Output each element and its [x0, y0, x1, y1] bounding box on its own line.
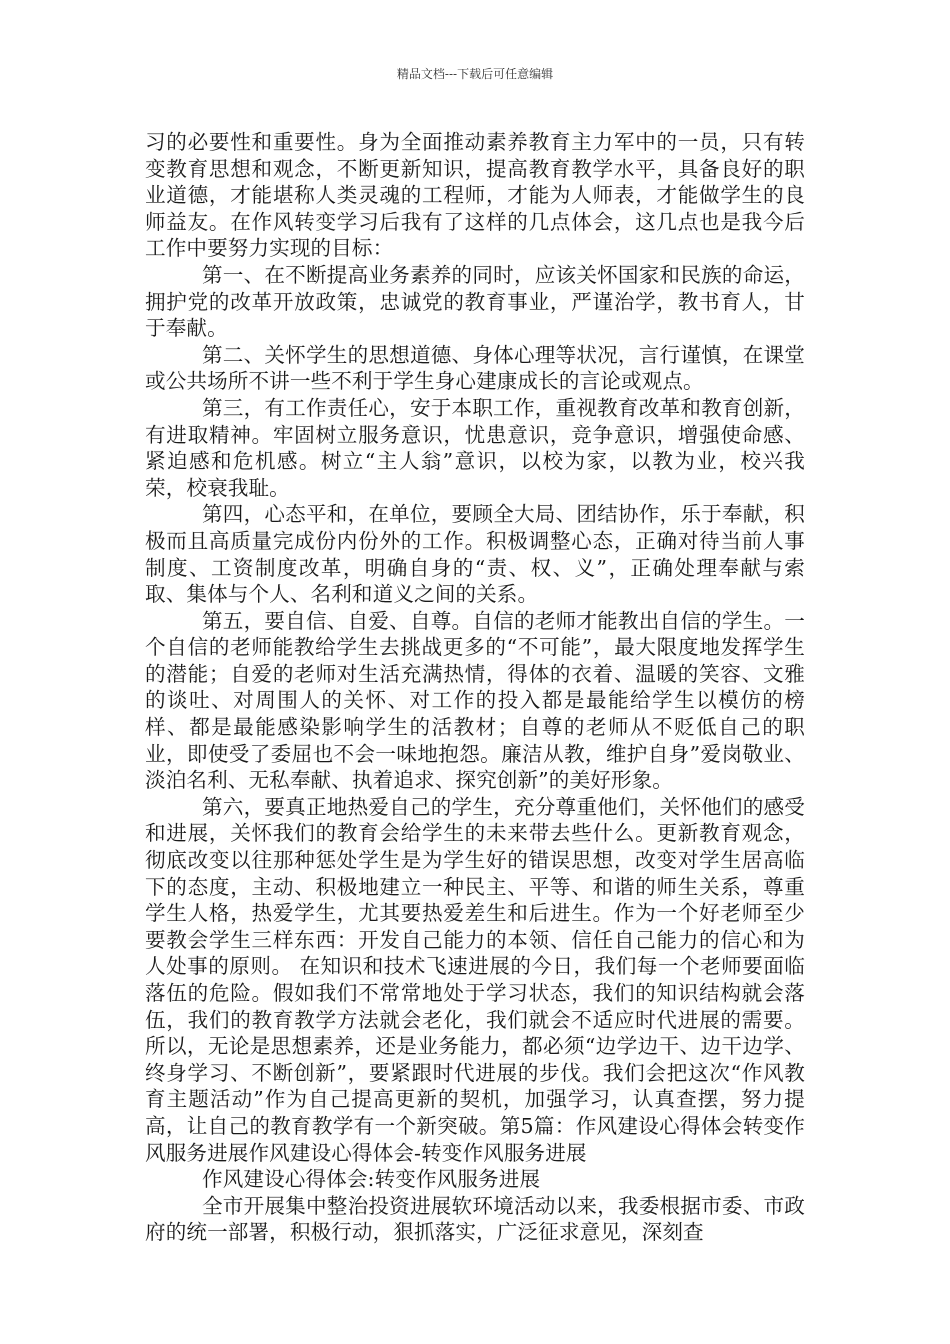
page-header: 精品文档---下载后可任意编辑	[396, 67, 554, 81]
paragraph-intro: 习的必要性和重要性。身为全面推动素养教育主力军中的一员，只有转变教育思想和观念，不断更新知识，提高教育教学水平，具备良好的职业道德，才能堪称人类灵魂的工程师，才能为人师表，才能做学生的良师益友。在作风转变学习后我有了这样的几点体会，这几点也是我今后工作中要努力实现的目标：	[145, 130, 805, 261]
paragraph-point-1: 第一、在不断提高业务素养的同时，应该关怀国家和民族的命运，拥护党的改革开放政策，忠诚党的教育事业，严谨治学，教书育人，甘于奉献。	[145, 262, 805, 341]
section-heading: 作风建设心得体会:转变作风服务进展	[202, 1167, 541, 1192]
paragraph-point-6: 第六，要真正地热爱自己的学生，充分尊重他们，关怀他们的感受和进展，关怀我们的教育会给学生的未来带去些什么。更新教育观念，彻底改变以往那种惩处学生是为学生好的错误思想，改变对学生居高临下的态度，主动、积极地建立一种民主、平等、和谐的师生关系，尊重学生人格，热爱学生，尤其要热爱差生和后进生。作为一个好老师至少要教会学生三样东西：开发自己能力的本领、信任自己能力的信心和为人处事的原则。 在知识和技术飞速进展的今日，我们每一个老师要面临落伍的危险。假如我们不常常地处于学习状态，我们的知识结构就会落伍，我们的教育教学方法就会老化，我们就会不适应时代进展的需要。所以，无论是思想素养，还是业务能力，都必须“边学边干、边干边学、终身学习、不断创新”，要紧跟时代进展的步伐。我们会把这次“作风教育主题活动”作为自己提高更新的契机，加强学习，认真查摆，努力提高，让自己的教育教学有一个新突破。第5篇：作风建设心得体会转变作风服务进展作风建设心得体会-转变作风服务进展	[145, 794, 805, 1165]
paragraph-point-4: 第四，心态平和，在单位，要顾全大局、团结协作，乐于奉献，积极而且高质量完成份内份外的工作。积极调整心态，正确对待当前人事制度、工资制度改革，明确自身的“责、权、义”，正确处理奉献与索取、集体与个人、名利和道义之间的关系。	[145, 502, 805, 607]
paragraph-section-intro: 全市开展集中整治投资进展软环境活动以来，我委根据市委、市政府的统一部署，积极行动，狠抓落实，广泛征求意见，深刻查	[145, 1193, 805, 1245]
document-body	[145, 129, 805, 1246]
paragraph-point-5: 第五，要自信、自爱、自尊。自信的老师才能教出自信的学生。一个自信的老师能教给学生去挑战更多的“不可能”，最大限度地发挥学生的潜能；自爱的老师对生活充满热情，得体的衣着、温暖的笑容、文雅的谈吐、对周围人的关怀、对工作的投入都是最能给学生以模仿的榜样、都是最能感染影响学生的活教材；自尊的老师从不贬低自己的职业，即使受了委屈也不会一味地抱怨。廉洁从教，维护自身”爱岗敬业、淡泊名利、无私奉献、执着追求、探究创新”的美好形象。	[145, 608, 805, 793]
paragraph-point-2: 第二、关怀学生的思想道德、身体心理等状况，言行谨慎，在课堂或公共场所不讲一些不利于学生身心建康成长的言论或观点。	[145, 342, 805, 394]
paragraph-point-3: 第三，有工作责任心，安于本职工作，重视教育改革和教育创新，有进取精神。牢固树立服务意识，忧患意识，竞争意识，增强使命感、紧迫感和危机感。树立“主人翁”意识，以校为家，以教为业，校兴我荣，校衰我耻。	[145, 395, 805, 500]
